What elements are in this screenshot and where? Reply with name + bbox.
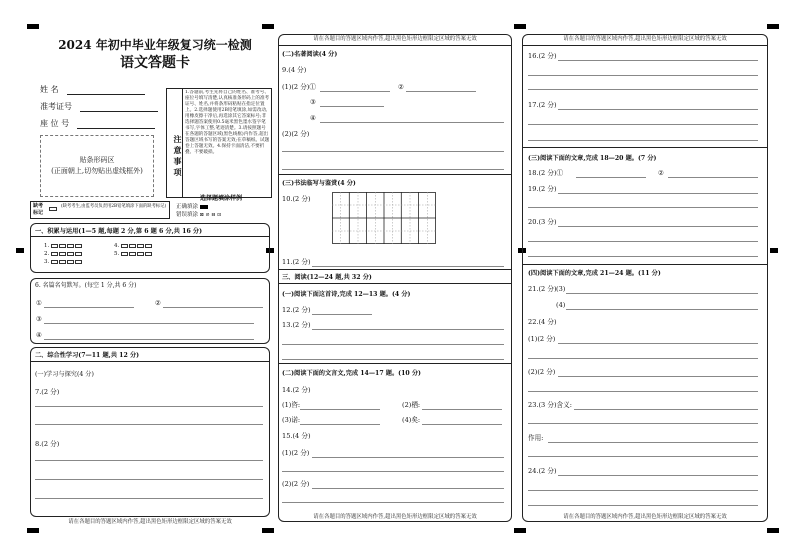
col2-bottom-warning: 请在各题目的答题区域内作答,超出黑色矩形边框限定区域的答案无效 [313,514,477,520]
q15-part1-label: (1)(2 分) [282,449,310,457]
barcode-area [40,135,154,197]
registration-mark [767,528,779,533]
notes-text: 1.答题前,考生先将自己的姓名、准考号、座位号填写清楚,认真核准条形码上的准考证号、姓名,并将条形码粘贴在指定位置上。2.选择题使用2B铅笔填涂,如需改动,用橡皮擦干净后,再选涂其它答案标号;非选择题答案使用0.5毫米黑色墨水签字笔书写,字体工整,笔迹清楚。3.请按照题号在各题的答题区域(黑色线框)内作答,超出答题区域书写的答案无效;在草稿纸、试题卷上答题无效。4.保持卡面清洁,不要折叠、不要破损。 [185,90,270,155]
q6-mark-2: ② [155,299,161,307]
q7-label: 7.(2 分) [35,388,60,396]
q18-item-1: 18.(2 分)① [528,169,564,177]
q6-mark-1: ① [36,299,42,307]
absent-bubble[interactable] [49,207,57,211]
col2-top-warning: 请在各题目的答题区域内作答,超出黑色矩形边框限定区域的答案无效 [313,36,477,42]
name-field[interactable] [40,85,145,95]
seat-number-label: 座 位 号 [40,119,70,128]
correct-fill-sample [200,205,208,209]
registration-mark [767,24,779,29]
q22-part2-label: (2)(2 分) [528,368,556,376]
poem-reading-title: (一)阅读下面这首诗,完成 12—13 题。(4 分) [282,291,411,298]
q14-item-4: (4)矣: [402,416,421,424]
section-two-title: 二、综合性学习(7—11 题,共 12 分) [35,352,140,359]
mc-row-3[interactable]: 3. [44,259,83,266]
q16-label: 16.(2 分) [528,52,557,60]
registration-mark [27,24,39,29]
q9-label: 9.(4 分) [282,66,307,74]
col3-bottom-warning: 请在各题目的答题区域内作答,超出黑色矩形边框限定区域的答案无效 [563,514,727,520]
q23-effect-label: 作用: [528,434,544,442]
registration-mark [262,24,274,29]
q9-item-4: ④ [310,114,316,122]
q14-item-1: (1)咨: [282,401,301,409]
seat-number-field[interactable] [40,119,155,129]
registration-mark [27,528,39,533]
q13-label: 13.(2 分) [282,321,311,329]
classical-prose-title: (二)阅读下面的文言文,完成 14—17 题。(10 分) [282,370,421,377]
q6-mark-4: ④ [36,331,42,339]
q9-item-2: ② [398,83,404,91]
q18-item-2: ② [658,169,664,177]
absent-label-2: 标记 [33,210,44,216]
q15-part2-label: (2)(2 分) [282,480,310,488]
fill-example-title: 选择题填涂样例 [199,195,242,202]
registration-mark [770,248,778,253]
calligraphy-grid[interactable] [332,192,436,244]
section-three-title: 三、阅读(12—24 题,共 32 分) [282,274,372,281]
calligraphy-title: (三)书法临写与鉴赏(4 分) [282,180,356,187]
exam-title: 2024 年初中毕业年级复习统一检测 [58,38,252,52]
registration-mark [514,528,526,533]
registration-mark [514,24,526,29]
mc-row-4[interactable]: 4. [114,243,153,250]
section-one-title: 一、积累与运用(1—5 题,每题 2 分,第 6 题 6 分,共 16 分) [35,228,203,235]
notes-box [166,88,272,198]
q9-part2-label: (2)(2 分) [282,130,310,138]
name-label: 姓 名 [40,85,59,94]
q10-label: 10.(2 分) [282,195,311,203]
q14-item-3: (3)诺: [282,416,301,424]
answer-sheet-title: 语文答题卡 [120,55,190,71]
wrong-fill-sample: ⊠ ⊘ ⊟ ⊡ [199,211,222,218]
absent-instruction: (缺考考生,由监考员负责用2B铅笔填涂下面的缺考标记) [61,204,167,209]
exam-number-field[interactable] [40,102,158,112]
q24-label: 24.(2 分) [528,467,557,475]
q21-item-3: (3) [556,285,566,293]
subsection-study-title: (一)学习与探究(4 分) [35,371,94,378]
q15-label: 15.(4 分) [282,432,311,440]
q21-label: 21.(2 分) [528,285,557,293]
q8-label: 8.(2 分) [35,440,60,448]
classic-reading-title: (二)名著阅读(4 分) [282,51,338,58]
q14-item-2: (2)栖: [402,401,421,409]
q6-mark-3: ③ [36,315,42,323]
fill-example [172,195,270,219]
mc-row-1[interactable]: 1. [44,243,83,250]
wrong-fill-label: 错误填涂 [176,211,199,218]
correct-fill-label: 正确填涂 [176,204,199,211]
q21-item-4: (4) [556,301,566,309]
q22-part1-label: (1)(2 分) [528,335,556,343]
col1-bottom-warning: 请在各题目的答题区域内作答,超出黑色矩形边框限定区域的答案无效 [68,519,232,525]
q12-label: 12.(2 分) [282,306,311,314]
q19-label: 19.(2 分) [528,185,557,193]
mc-row-5[interactable]: 5. [114,251,153,258]
absent-label-1: 缺考 [33,203,44,209]
registration-mark [16,248,24,253]
q11-label: 11.(2 分) [282,258,311,266]
barcode-hint: (正面朝上,切勿贴出虚线框外) [51,167,143,176]
q6-label: 6. 名篇名句默写。(每空 1 分,共 6 分) [35,282,137,289]
q17-label: 17.(2 分) [528,101,557,109]
q22-label: 22.(4 分) [528,318,557,326]
notes-label: 注意事项 [167,89,183,197]
column-three-frame [522,34,768,522]
barcode-label: 贴条形码区 [79,156,115,164]
article-four-title: (四)阅读下面的文章,完成 21—24 题。(11 分) [528,270,661,277]
q9-item-1: (1)(2 分)① [282,83,316,91]
q23-label: 23.(3 分)含义: [528,401,572,409]
exam-number-label: 准考证号 [40,102,72,111]
q9-item-3: ③ [310,98,316,106]
mc-row-2[interactable]: 2. [44,251,83,258]
q20-label: 20.(3 分) [528,218,557,226]
registration-mark [262,528,274,533]
col3-top-warning: 请在各题目的答题区域内作答,超出黑色矩形边框限定区域的答案无效 [563,36,727,42]
article-three-title: (三)阅读下面的文章,完成 18—20 题。(7 分) [528,155,657,162]
q14-label: 14.(2 分) [282,386,311,394]
absent-mark-box [30,201,170,219]
